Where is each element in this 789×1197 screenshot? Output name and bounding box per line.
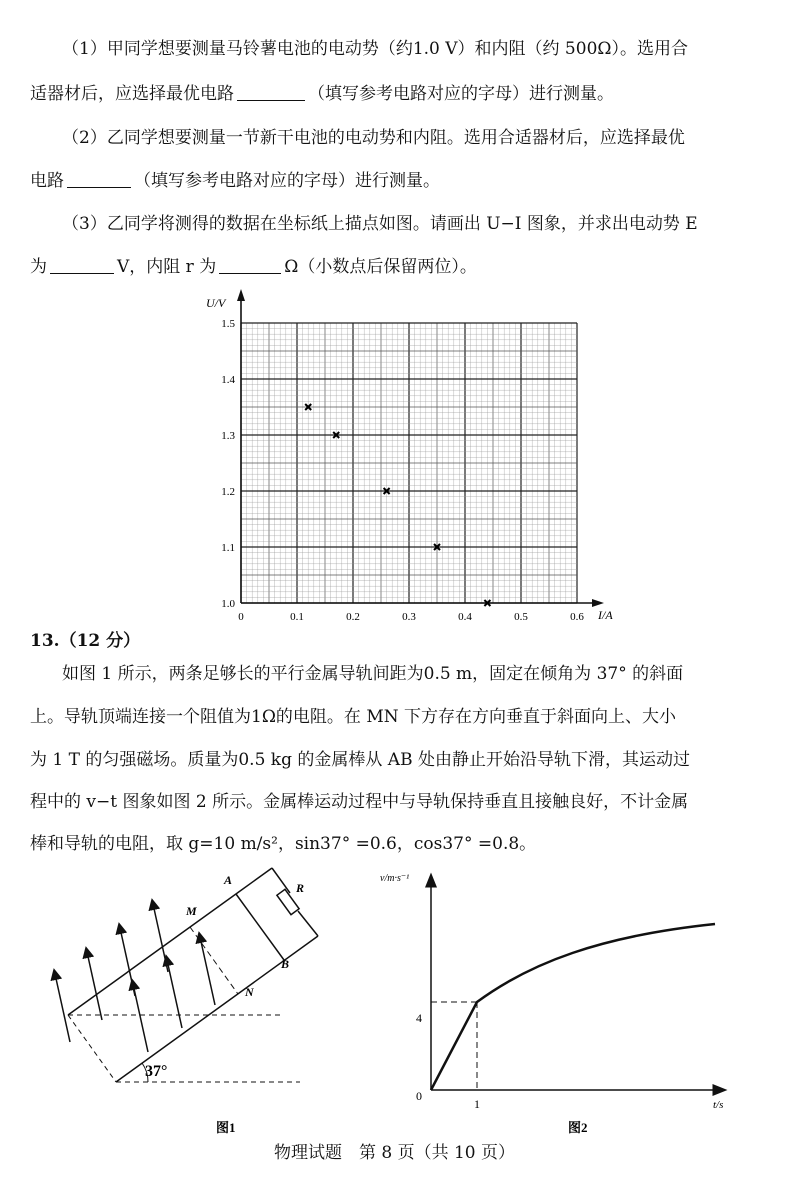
ui-y-tick-label: 1.0 <box>221 598 235 610</box>
vt-tick-x: 1 <box>474 1097 480 1111</box>
q13-p3: 为 1 T 的匀强磁场。质量为0.5 kg 的金属棒从 AB 处由静止开始沿导轨下滑，其运动过 <box>30 750 690 770</box>
ui-y-tick-label: 1.4 <box>221 374 235 386</box>
ui-y-tick-label: 1.2 <box>221 486 235 498</box>
q2-line2 <box>30 170 760 192</box>
q13-p2: 上。导轨顶端连接一个阻值为1Ω的电阻。在 MN 下方存在方向垂直于斜面向上、大小 <box>30 707 676 727</box>
q1-answer-blank[interactable] <box>237 84 305 101</box>
q1-text-b: （填写参考电路对应的字母）进行测量。 <box>308 84 614 104</box>
vt-tick-y: 4 <box>416 1011 422 1025</box>
ui-x-tick-label: 0 <box>238 611 244 623</box>
figure-1-incline <box>40 860 340 1140</box>
ui-x-tick-label: 0.5 <box>514 611 528 623</box>
q2-line1: （2）乙同学想要测量一节新干电池的电动势和内阻。选用合适器材后，应选择最优 <box>62 128 685 148</box>
ui-grid <box>241 323 577 603</box>
field-arrow-icon <box>200 937 215 1005</box>
q3-text-b: V，内阻 r 为 <box>117 257 217 277</box>
ui-x-tick-label: 0.6 <box>570 611 584 623</box>
q13-p5: 棒和导轨的电阻，取 g=10 m/s²，sin37° =0.6，cos37° =0.8。 <box>30 834 537 854</box>
ui-y-tick-label: 1.5 <box>221 318 235 330</box>
vt-ylabel: v/m·s⁻¹ <box>380 873 410 884</box>
q1-text-a: 适器材后，应选择最优电路 <box>30 84 234 104</box>
label-b: B <box>281 957 290 971</box>
vt-origin: 0 <box>416 1089 422 1103</box>
q2-text-a: 电路 <box>30 171 64 191</box>
ui-x-tick-label: 0.1 <box>290 611 304 623</box>
angle-label: 37° <box>145 1063 168 1080</box>
ui-y-arrow-icon <box>237 289 245 301</box>
rail-left <box>68 868 272 1015</box>
label-m: M <box>186 904 197 918</box>
ui-x-tick-label: 0.2 <box>346 611 360 623</box>
figure-2-caption: 图2 <box>568 1120 588 1135</box>
ui-y-tick-label: 1.1 <box>221 542 235 554</box>
ui-x-tick-label: 0.4 <box>458 611 472 623</box>
q2-text-b: （填写参考电路对应的字母）进行测量。 <box>134 171 440 191</box>
q3-line2 <box>30 256 760 278</box>
vt-curve <box>431 924 715 1090</box>
q3-line1: （3）乙同学将测得的数据在坐标纸上描点如图。请画出 U−I 图象，并求出电动势 E <box>62 214 698 234</box>
figure-2-vt-graph <box>370 868 740 1140</box>
q13-p4: 程中的 v−t 图象如图 2 所示。金属棒运动过程中与导轨保持垂直且接触良好，不计金属 <box>30 792 689 812</box>
ui-x-tick-label: 0.3 <box>402 611 416 623</box>
field-arrow-icon <box>167 960 182 1028</box>
q3-emf-blank[interactable] <box>50 257 114 274</box>
q1-line1: （1）甲同学想要测量马铃薯电池的电动势（约1.0 V）和内阻（约 500Ω）。选用合 <box>62 39 688 59</box>
field-arrow-icon <box>87 952 102 1020</box>
field-arrow-icon <box>153 904 168 972</box>
q3-resistance-blank[interactable] <box>219 257 281 274</box>
rod-ab <box>236 894 284 960</box>
label-r: R <box>296 881 305 895</box>
figure-1-caption: 图1 <box>216 1120 236 1135</box>
q3-text-c: Ω（小数点后保留两位）。 <box>284 257 477 277</box>
q13-p1: 如图 1 所示，两条足够长的平行金属导轨间距为0.5 m，固定在倾角为 37° 的斜面 <box>62 664 684 684</box>
q1-line2 <box>30 83 760 105</box>
boundary-mn <box>190 927 238 994</box>
q13-heading: 13.（12 分） <box>30 631 141 651</box>
field-arrow-icon <box>133 984 148 1052</box>
ui-xlabel: I/A <box>598 608 613 622</box>
ui-ylabel: U/V <box>206 296 226 310</box>
label-a: A <box>224 873 233 887</box>
ui-y-tick-label: 1.3 <box>221 430 235 442</box>
field-arrow-icon <box>55 974 70 1042</box>
ui-tick-labels <box>221 318 584 623</box>
label-n: N <box>245 985 254 999</box>
q2-answer-blank[interactable] <box>67 171 131 188</box>
page-footer: 物理试题 第 8 页（共 10 页） <box>273 1143 516 1163</box>
q3-text-a: 为 <box>30 257 47 277</box>
ui-graph <box>180 285 630 630</box>
ui-x-arrow-icon <box>592 599 604 607</box>
vt-xlabel: t/s <box>713 1099 724 1111</box>
